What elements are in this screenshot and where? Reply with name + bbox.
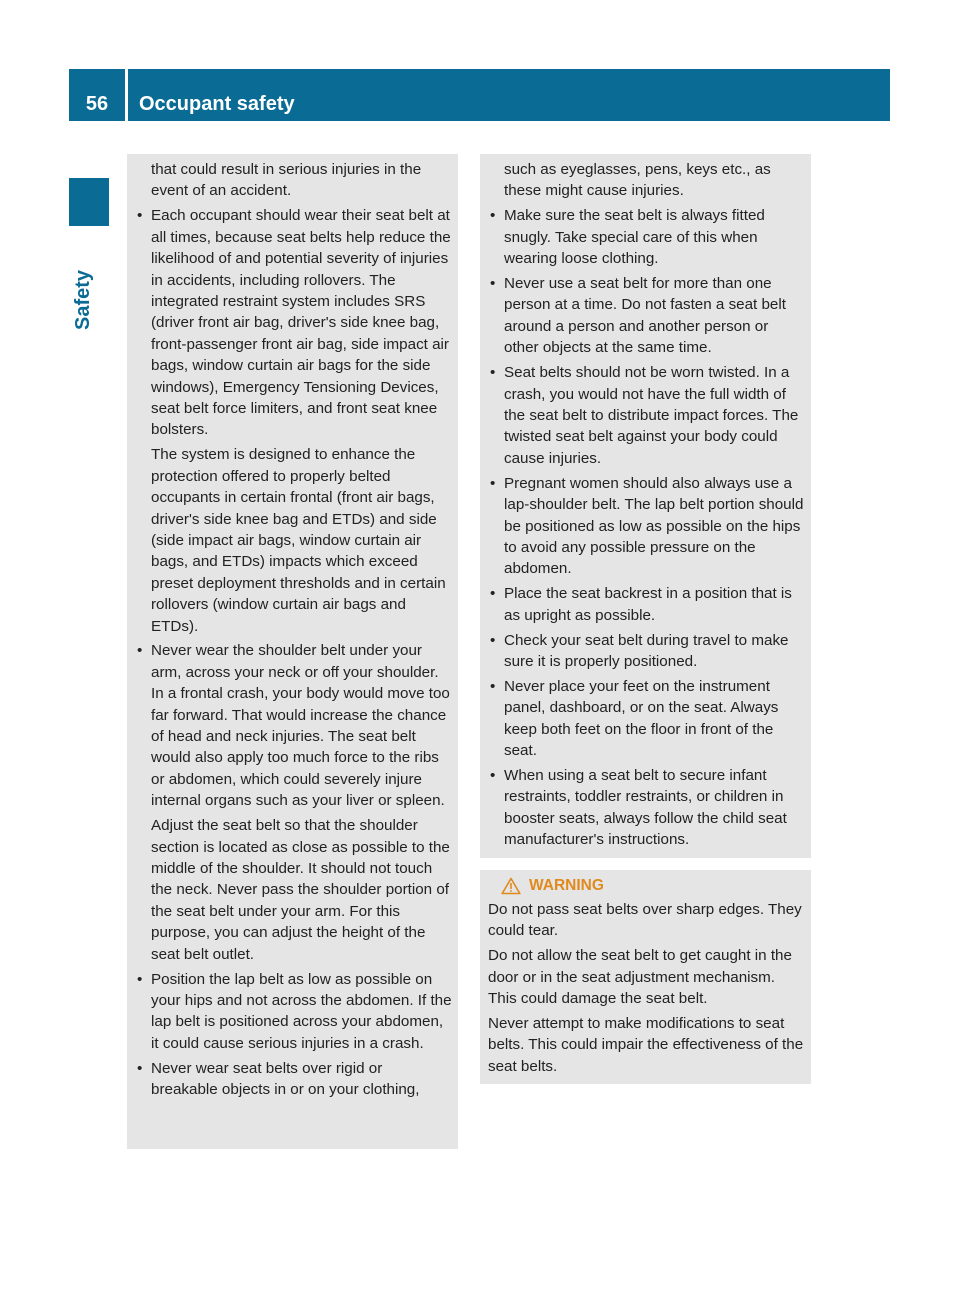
- list-item: [151, 640, 452, 965]
- warning-triangle-icon: [501, 877, 521, 895]
- list-item: • Pregnant women should also always use a lap-shoulder belt. The lap belt portion should be positioned as low as possible on the hips to avoid any possible pressure on the abdomen.: [504, 473, 805, 580]
- bullet-text: Position the lap belt as low as possible on your hips and not across the abdomen. If the lap belt is positioned across your abdomen, it could cause serious injuries in a crash.: [151, 970, 452, 1052]
- list-item: • Never place your feet on the instrument panel, dashboard, or on the seat. Always keep both feet on the floor in front of the seat.: [504, 676, 805, 762]
- bullet-text: Never wear seat belts over rigid or breakable objects in or on your clothing,: [151, 1059, 420, 1099]
- warning-title: WARNING: [529, 877, 604, 894]
- list-item: • Make sure the seat belt is always fitted snugly. Take special care of this when wearing loose clothing.: [504, 205, 805, 269]
- warning-paragraph: Do not allow the seat belt to get caught in the door or in the seat adjustment mechanism. This could damage the seat belt.: [488, 947, 792, 1008]
- list-item: • Never use a seat belt for more than one person at a time. Do not fasten a seat belt around a person and another person or other objects at the same time.: [504, 273, 805, 359]
- left-content-panel: [127, 154, 458, 1149]
- warning-content: [488, 875, 805, 1081]
- page-number: 56: [85, 93, 109, 115]
- bullet-text: Each occupant should wear their seat belt at all times, because seat belts help reduce the likelihood of and potential severity of injuries in accidents, including rollovers. The integrated restraint system includes SRS (driver front air bag, driver's side knee bag, front-passenger front air bag, side impact air bags, window curtain air bags for the side windows), Emergency Tensioning Devices, seat belt force limiters, and front seat knee bolsters.: [151, 207, 451, 439]
- side-tab-block: [69, 178, 109, 226]
- left-bullet-list: [151, 205, 452, 1100]
- bullet-follow-paragraph: The system is designed to enhance the protection offered to properly belted occupants in certain frontal (front air bags, driver's side knee bag and ETDs) and side (side impact air bags, window curtain air bags, and ETDs) impacts which exceed preset deployment thresholds and in certain rollovers (window curtain air bags and ETDs).: [151, 446, 446, 635]
- list-item: • Place the seat backrest in a position that is as upright as possible.: [504, 583, 805, 626]
- warning-header: [488, 875, 805, 896]
- left-column: [151, 159, 452, 1104]
- list-item: • When using a seat belt to secure infant restraints, toddler restraints, or children in booster seats, always follow the child seat manufacturer's instructions.: [504, 765, 805, 851]
- right-column: [504, 159, 805, 854]
- right-content-panel: [480, 154, 811, 858]
- list-item: [151, 1058, 452, 1101]
- list-item: [151, 205, 452, 637]
- warning-paragraph: Do not pass seat belts over sharp edges. They could tear.: [488, 901, 802, 940]
- list-item: • Seat belts should not be worn twisted. In a crash, you would not have the full width of the seat belt to distribute impact forces. The twisted seat belt against your body could cause injuries.: [504, 362, 805, 469]
- warning-paragraph: Never attempt to make modifications to seat belts. This could impair the effectiveness of the seat belts.: [488, 1015, 804, 1075]
- right-bullet-list: [504, 205, 805, 850]
- list-item: [151, 969, 452, 1055]
- side-tab-label: Safety: [72, 269, 94, 330]
- right-lead-paragraph: such as eyeglasses, pens, keys etc., as these might cause injuries.: [504, 161, 771, 200]
- left-lead-paragraph: that could result in serious injuries in the event of an accident.: [151, 161, 422, 200]
- list-item: • Check your seat belt during travel to make sure it is properly positioned.: [504, 630, 805, 673]
- header-separator: [125, 69, 128, 121]
- section-title: Occupant safety: [139, 93, 295, 115]
- warning-box: [480, 870, 811, 1084]
- bullet-follow-paragraph: Adjust the seat belt so that the shoulder section is located as close as possible to the middle of the shoulder. It should not touch the neck. Never pass the shoulder portion of the seat belt under your arm. For this purpose, you can adjust the height of the seat belt outlet.: [151, 817, 450, 963]
- bullet-text: Never wear the shoulder belt under your arm, across your neck or off your shoulder. In a frontal crash, your body would move too far forward. That would increase the chance of head and neck injuries. The seat belt would also apply too much force to the ribs or abdomen, which could severely injure internal organs such as your liver or spleen.: [151, 642, 450, 810]
